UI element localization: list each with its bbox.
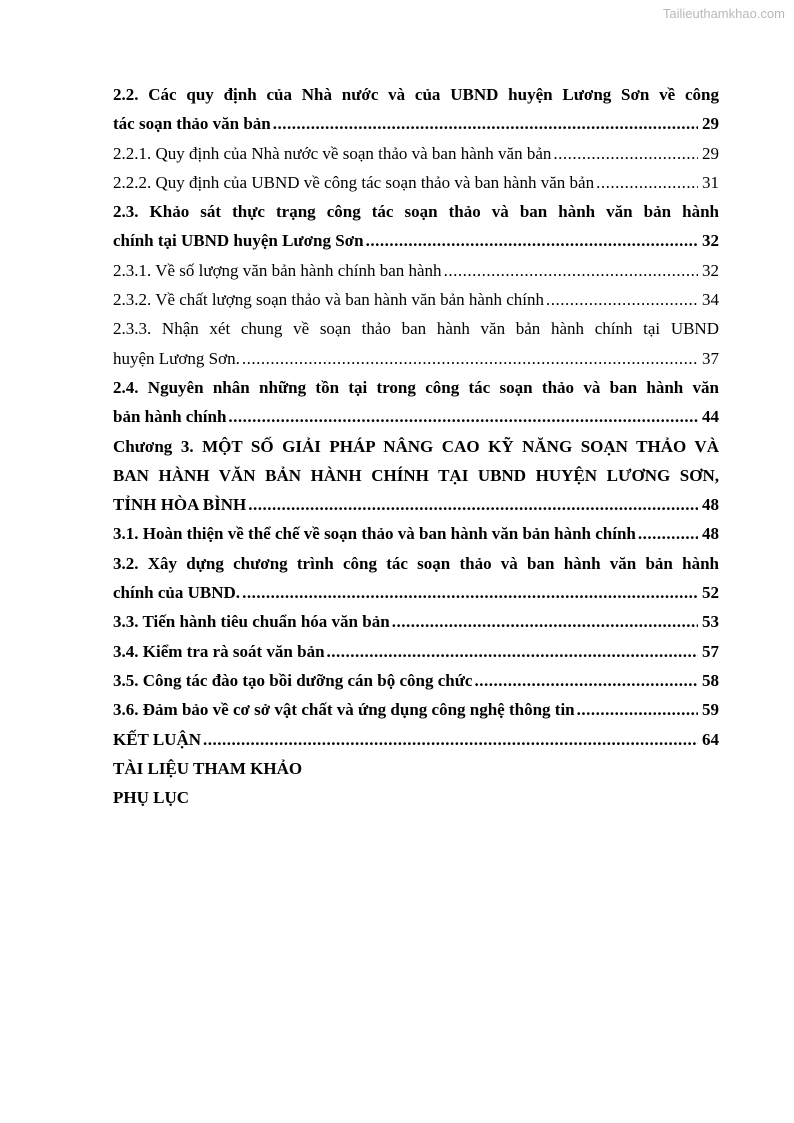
toc-entry[interactable] (113, 314, 719, 373)
toc-page-number: 32 (702, 231, 719, 251)
toc-entry-title-line: 2.4. Nguyên nhân những tồn tại trong công tác soạn thảo và ban hành văn (113, 377, 719, 397)
toc-entry-title-line: 2.3. Khảo sát thực trạng công tác soạn thảo và ban hành văn bản hành (113, 202, 719, 222)
toc-page-number: 64 (702, 729, 719, 749)
toc-entry-title: 2.2.2. Quy định của UBND về công tác soạn thảo và ban hành văn bản (113, 172, 595, 192)
dot-leader (228, 402, 698, 431)
toc-entry-title-line: Chương 3. MỘT SỐ GIẢI PHÁP NÂNG CAO KỸ NĂNG SOẠN THẢO VÀ (113, 436, 719, 456)
toc-page-number: 34 (702, 290, 719, 310)
toc-entry-title-line: BAN HÀNH VĂN BẢN HÀNH CHÍNH TẠI UBND HUYỆN LƯƠNG SƠN, (113, 465, 719, 485)
toc-entry[interactable] (113, 519, 719, 548)
toc-entry-title: KẾT LUẬN (113, 729, 202, 749)
toc-entry[interactable] (113, 549, 719, 608)
dot-leader (327, 637, 698, 666)
toc-page-number: 48 (702, 495, 719, 515)
toc-entry-title: 2.2.1. Quy định của Nhà nước về soạn thảo và ban hành văn bản (113, 143, 552, 163)
toc-entry[interactable] (113, 666, 719, 695)
toc-entry-title: chính của UBND. (113, 583, 241, 603)
toc-entry[interactable] (113, 695, 719, 724)
toc-entry-title: 3.6. Đảm bảo về cơ sở vật chất và ứng dụng công nghệ thông tin (113, 700, 575, 720)
dot-leader (248, 490, 698, 519)
dot-leader (474, 666, 698, 695)
toc-entry-title: TỈNH HÒA BÌNH (113, 495, 247, 515)
dot-leader (366, 226, 698, 255)
toc-entry-title: PHỤ LỤC (113, 788, 190, 808)
toc-page-number: 52 (702, 583, 719, 603)
toc-entry[interactable] (113, 607, 719, 636)
toc-entry-title: 3.1. Hoàn thiện về thể chế về soạn thảo và ban hành văn bản hành chính (113, 524, 636, 544)
toc-entry-title: TÀI LIỆU THAM KHẢO (113, 758, 303, 778)
toc-page-number: 59 (702, 700, 719, 720)
toc-page-number: 58 (702, 670, 719, 690)
toc-page-number: 29 (702, 143, 719, 163)
table-of-contents (113, 80, 719, 812)
dot-leader (242, 344, 698, 373)
toc-entry-title: 2.3.2. Về chất lượng soạn thảo và ban hành văn bản hành chính (113, 290, 544, 310)
toc-entry[interactable] (113, 285, 719, 314)
toc-page-number: 32 (702, 260, 719, 280)
dot-leader (392, 607, 698, 636)
toc-entry[interactable] (113, 783, 719, 812)
toc-entry[interactable] (113, 725, 719, 754)
dot-leader (577, 695, 698, 724)
toc-page-number: 31 (702, 172, 719, 192)
toc-entry-title-line: 2.2. Các quy định của Nhà nước và của UBND huyện Lương Sơn về công (113, 85, 719, 104)
dot-leader (203, 725, 698, 754)
toc-entry-title-line: 3.2. Xây dựng chương trình công tác soạn thảo và ban hành văn bản hành (113, 553, 719, 573)
watermark: Tailieuthamkhao.com (662, 6, 785, 21)
toc-entry[interactable] (113, 373, 719, 432)
toc-entry[interactable] (113, 80, 719, 139)
dot-leader (444, 256, 698, 285)
toc-page-number: 53 (702, 612, 719, 632)
toc-entry-title: 3.3. Tiến hành tiêu chuẩn hóa văn bản (113, 612, 390, 632)
toc-page-number: 57 (702, 641, 719, 661)
toc-page-number: 48 (702, 524, 719, 544)
toc-page-number: 37 (702, 348, 719, 368)
toc-entry[interactable] (113, 197, 719, 256)
toc-entry-title: 3.4. Kiểm tra rà soát văn bản (113, 641, 325, 661)
toc-entry-title: chính tại UBND huyện Lương Sơn (113, 231, 364, 251)
toc-entry[interactable] (113, 754, 719, 783)
toc-entry[interactable] (113, 256, 719, 285)
dot-leader (242, 578, 698, 607)
toc-entry[interactable] (113, 637, 719, 666)
dot-leader (553, 139, 698, 168)
toc-entry-title: bản hành chính (113, 407, 227, 427)
toc-page-number: 44 (702, 407, 719, 427)
toc-entry[interactable] (113, 139, 719, 168)
toc-entry[interactable] (113, 168, 719, 197)
dot-leader (546, 285, 698, 314)
dot-leader (273, 109, 698, 138)
toc-page-number: 29 (702, 114, 719, 134)
toc-entry-title: tác soạn thảo văn bản (113, 114, 271, 134)
toc-entry-title: 2.3.1. Về số lượng văn bản hành chính ban hành (113, 260, 442, 280)
toc-entry-title-line: 2.3.3. Nhận xét chung về soạn thảo ban hành văn bản hành chính tại UBND (113, 319, 719, 339)
toc-entry-title: huyện Lương Sơn. (113, 348, 240, 368)
dot-leader (638, 519, 698, 548)
toc-entry-title: 3.5. Công tác đào tạo bồi dưỡng cán bộ công chức (113, 670, 473, 690)
toc-entry[interactable] (113, 432, 719, 520)
dot-leader (596, 168, 698, 197)
